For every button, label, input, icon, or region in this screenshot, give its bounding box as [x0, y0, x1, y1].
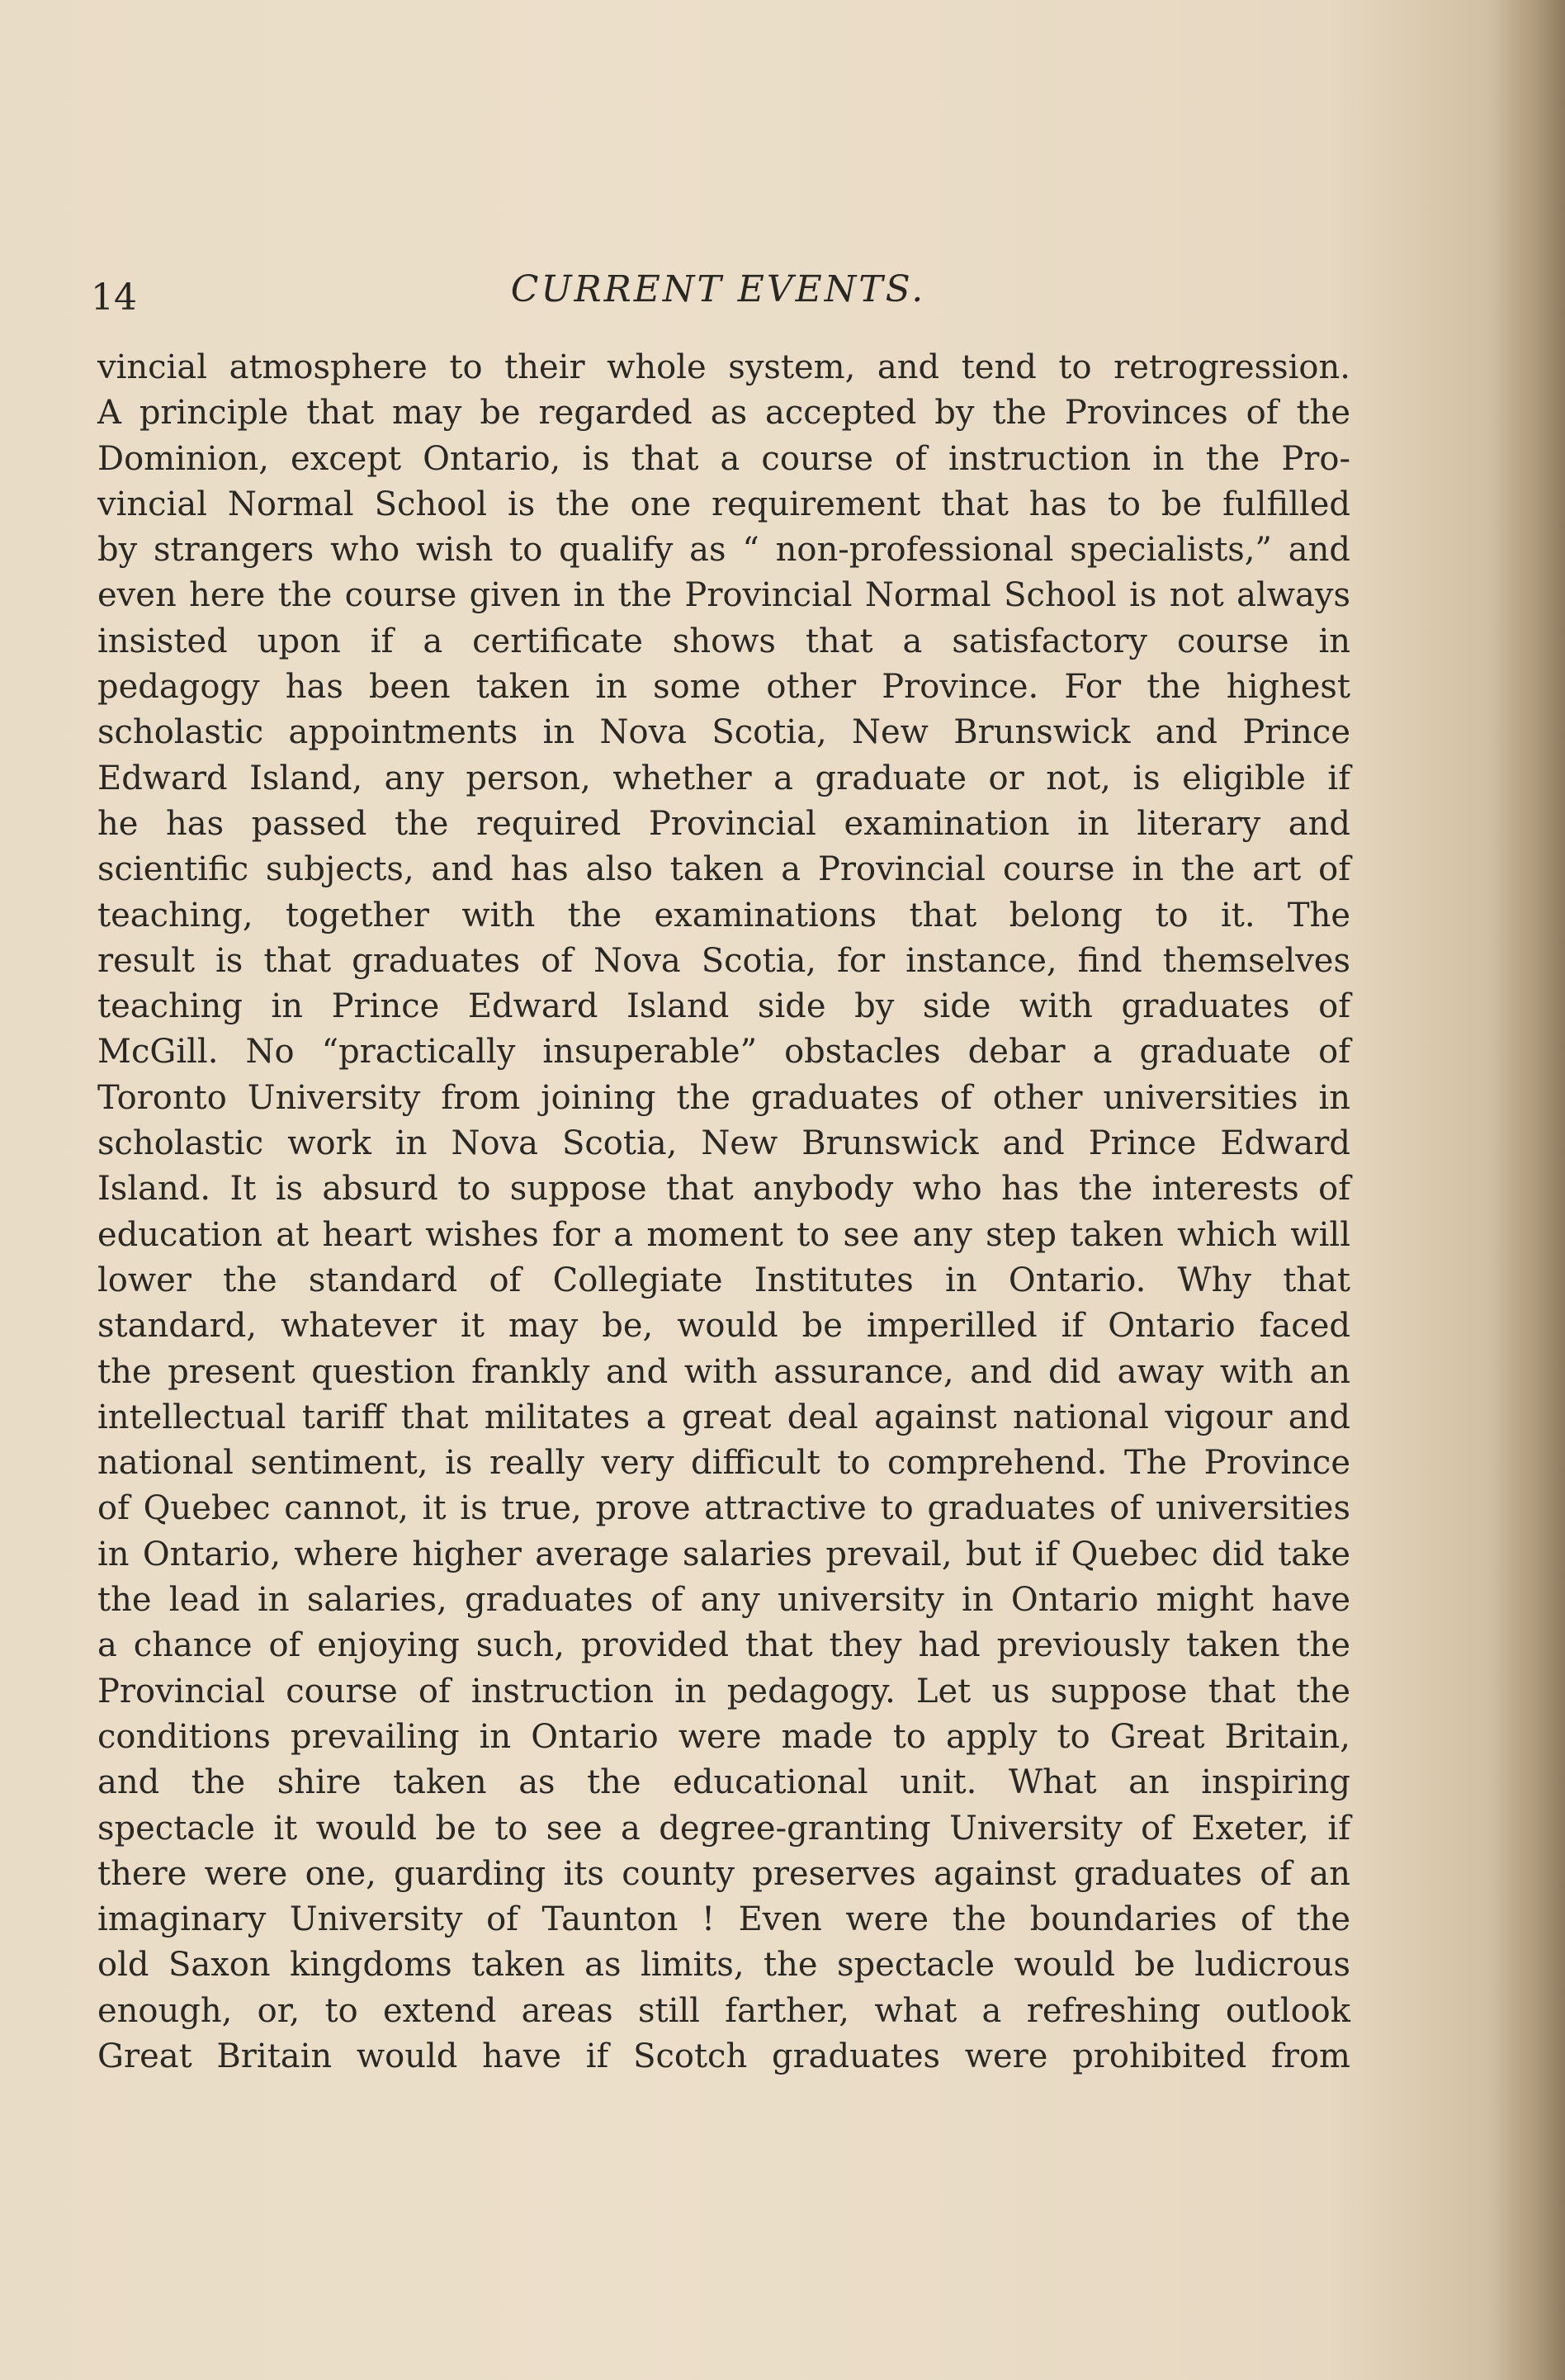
- text-line: Provincial course of instruction in pedagogy. Let us suppose that the: [97, 1672, 1350, 1710]
- text-line: scholastic work in Nova Scotia, New Brunswick and Prince Edward: [97, 1124, 1350, 1163]
- text-line: result is that graduates of Nova Scotia, for instance, find themselves: [97, 941, 1350, 980]
- body-text: [97, 345, 1350, 2080]
- text-line: Toronto University from joining the graduates of other universities in: [97, 1078, 1350, 1117]
- text-line: vincial atmosphere to their whole system, and tend to retrogression.: [97, 348, 1350, 386]
- text-line: education at heart wishes for a moment to see any step taken which will: [97, 1215, 1350, 1254]
- text-line: and the shire taken as the educational unit. What an inspiring: [97, 1763, 1350, 1802]
- page-number: 14: [91, 277, 137, 319]
- text-line: Island. It is absurd to suppose that anybody who has the interests of: [97, 1170, 1350, 1209]
- text-line: in Ontario, where higher average salaries prevail, but if Quebec did take: [97, 1535, 1350, 1573]
- text-line: of Quebec cannot, it is true, prove attractive to graduates of universities: [97, 1489, 1350, 1528]
- text-line: teaching, together with the examinations that belong to it. The: [97, 896, 1350, 934]
- text-line: old Saxon kingdoms taken as limits, the spectacle would be ludicrous: [97, 1946, 1350, 1985]
- text-line: intellectual tariff that militates a great deal against national vigour and: [97, 1398, 1350, 1436]
- text-line: Edward Island, any person, whether a graduate or not, is eligible if: [97, 759, 1350, 797]
- text-line: insisted upon if a certificate shows that a satisfactory course in: [97, 622, 1350, 660]
- text-line: national sentiment, is really very difficult to comprehend. The Province: [97, 1444, 1350, 1483]
- text-line: there were one, guarding its county preserves against graduates of an: [97, 1854, 1350, 1893]
- text-line: Great Britain would have if Scotch graduates were prohibited from: [97, 2037, 1350, 2075]
- text-line: even here the course given in the Provincial Normal School is not always: [97, 576, 1350, 615]
- text-line: scholastic appointments in Nova Scotia, New Brunswick and Prince: [97, 713, 1350, 752]
- text-line: a chance of enjoying such, provided that they had previously taken the: [97, 1626, 1350, 1665]
- text-line: scientific subjects, and has also taken a Provincial course in the art of: [97, 850, 1350, 889]
- text-line: the lead in salaries, graduates of any university in Ontario might have: [97, 1581, 1350, 1620]
- text-line: spectacle it would be to see a degree-granting University of Exeter, if: [97, 1809, 1350, 1848]
- page-gutter-shadow: [1491, 0, 1565, 2380]
- text-line: imaginary University of Taunton ! Even were the boundaries of the: [97, 1900, 1350, 1939]
- text-line: vincial Normal School is the one requirement that has to be fulfilled: [97, 485, 1350, 523]
- text-line: he has passed the required Provincial examination in literary and: [97, 804, 1350, 843]
- text-line: pedagogy has been taken in some other Province. For the highest: [97, 668, 1350, 707]
- text-line: the present question frankly and with assurance, and did away with an: [97, 1352, 1350, 1391]
- text-line: A principle that may be regarded as accepted by the Provinces of the: [97, 394, 1350, 433]
- text-line: McGill. No “practically insuperable” obstacles debar a graduate of: [97, 1033, 1350, 1072]
- page-header: [91, 268, 1345, 326]
- text-line: Dominion, except Ontario, is that a course of instruction in the Pro-: [97, 439, 1350, 478]
- text-line: conditions prevailing in Ontario were made to apply to Great Britain,: [97, 1717, 1350, 1756]
- text-line: by strangers who wish to qualify as “ non-professional specialists,” and: [97, 531, 1350, 570]
- running-title: CURRENT EVENTS.: [510, 268, 926, 310]
- text-line: standard, whatever it may be, would be imperilled if Ontario faced: [97, 1307, 1350, 1346]
- text-line: teaching in Prince Edward Island side by side with graduates of: [97, 987, 1350, 1026]
- text-line: enough, or, to extend areas still farther, what a refreshing outlook: [97, 1991, 1350, 2030]
- text-line: lower the standard of Collegiate Institutes in Ontario. Why that: [97, 1261, 1350, 1299]
